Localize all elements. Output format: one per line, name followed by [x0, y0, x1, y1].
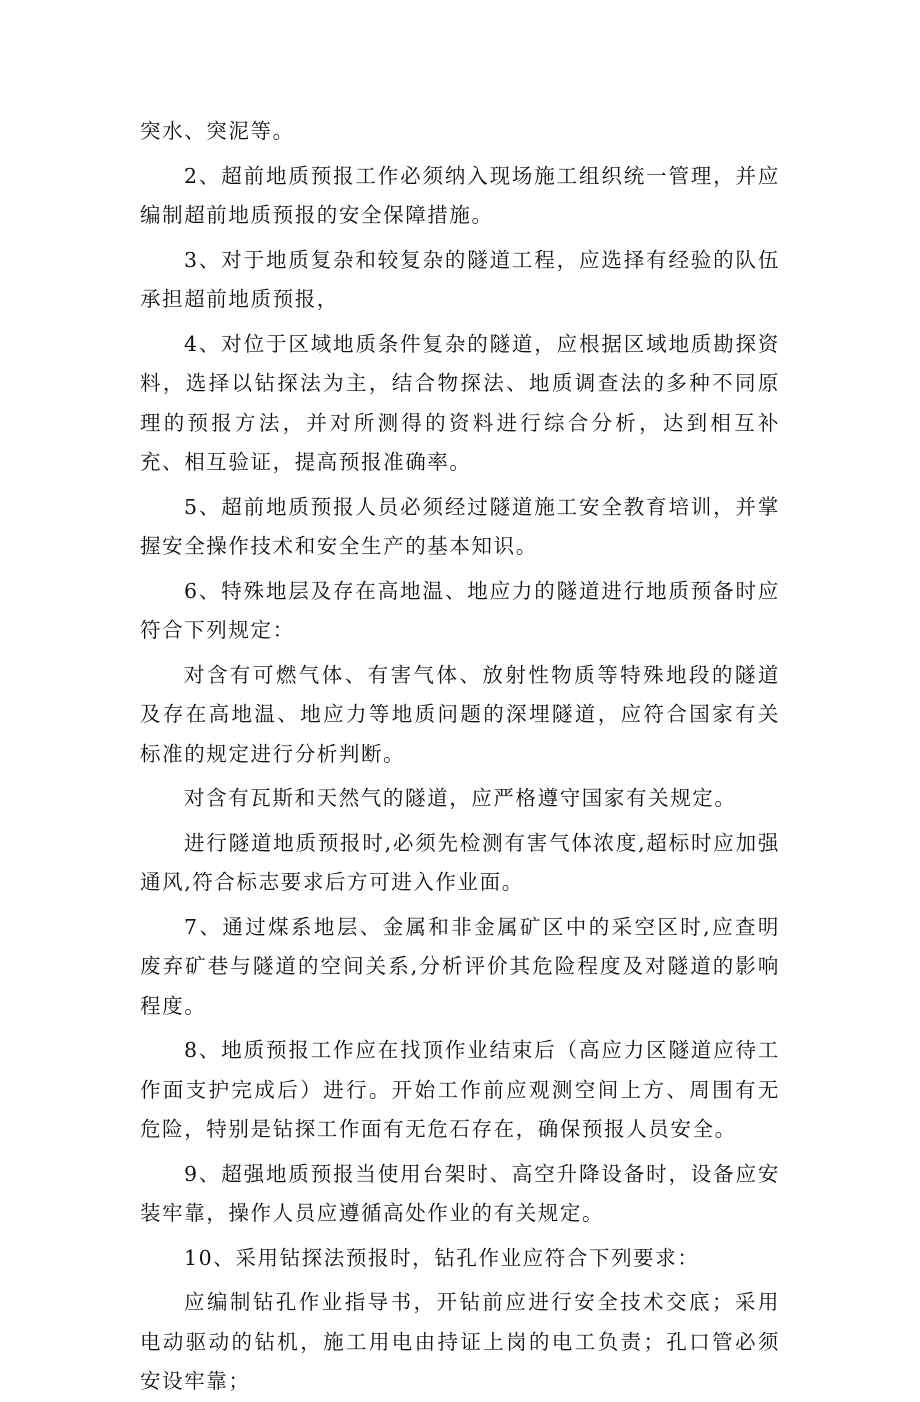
paragraph-item-8: 8、地质预报工作应在找顶作业结束后（高应力区隧道应待工作面支护完成后）进行。开始工作前应观测空间上方、周围有无危险，特别是钻探工作面有无危石存在，确保预报人员安全。: [140, 1038, 780, 1141]
paragraph-item-4: 4、对位于区域地质条件复杂的隧道，应根据区域地质勘探资料，选择以钻探法为主，结合物探法、地质调查法的多种不同原理的预报方法，并对所测得的资料进行综合分析，达到相互补充、相互验证，提高预报准确率。: [140, 331, 780, 474]
paragraph-item-5: 5、超前地质预报人员必须经过隧道施工安全教育培训，并掌握安全操作技术和安全生产的基本知识。: [140, 494, 780, 558]
paragraph-item-6-sub-1: 对含有可燃气体、有害气体、放射性物质等特殊地段的隧道及存在高地温、地应力等地质问题的深埋隧道，应符合国家有关标准的规定进行分析判断。: [140, 662, 780, 766]
paragraph-item-6: 6、特殊地层及存在高地温、地应力的隧道进行地质预备时应符合下列规定：: [140, 578, 780, 642]
document-page: [140, 112, 780, 1402]
paragraph-item-7: 7、通过煤系地层、金属和非金属矿区中的采空区时,应查明废弃矿巷与隧道的空间关系,分析评价其危险程度及对隧道的影响程度。: [140, 914, 780, 1018]
paragraph-item-10-sub-1: 应编制钻孔作业指导书，开钻前应进行安全技术交底；采用电动驱动的钻机，施工用电由持证上岗的电工负责；孔口管必须安设牢靠；: [140, 1290, 780, 1393]
paragraph-item-10: 10、采用钻探法预报时，钻孔作业应符合下列要求：: [184, 1245, 700, 1270]
paragraph-item-6-sub-3: 进行隧道地质预报时,必须先检测有害气体浓度,超标时应加强通风,符合标志要求后方可进入作业面。: [140, 830, 780, 894]
paragraph-item-2: 2、超前地质预报工作必须纳入现场施工组织统一管理，并应编制超前地质预报的安全保障措施。: [140, 163, 780, 227]
paragraph-item-9: 9、超强地质预报当使用台架时、高空升降设备时，设备应安装牢靠，操作人员应遵循高处作业的有关规定。: [140, 1161, 780, 1225]
paragraph-continuation: 突水、突泥等。: [140, 119, 295, 143]
paragraph-item-3: 3、对于地质复杂和较复杂的隧道工程，应选择有经验的队伍承担超前地质预报，: [140, 247, 780, 311]
paragraph-item-6-sub-2: 对含有瓦斯和天然气的隧道，应严格遵守国家有关规定。: [184, 786, 737, 810]
